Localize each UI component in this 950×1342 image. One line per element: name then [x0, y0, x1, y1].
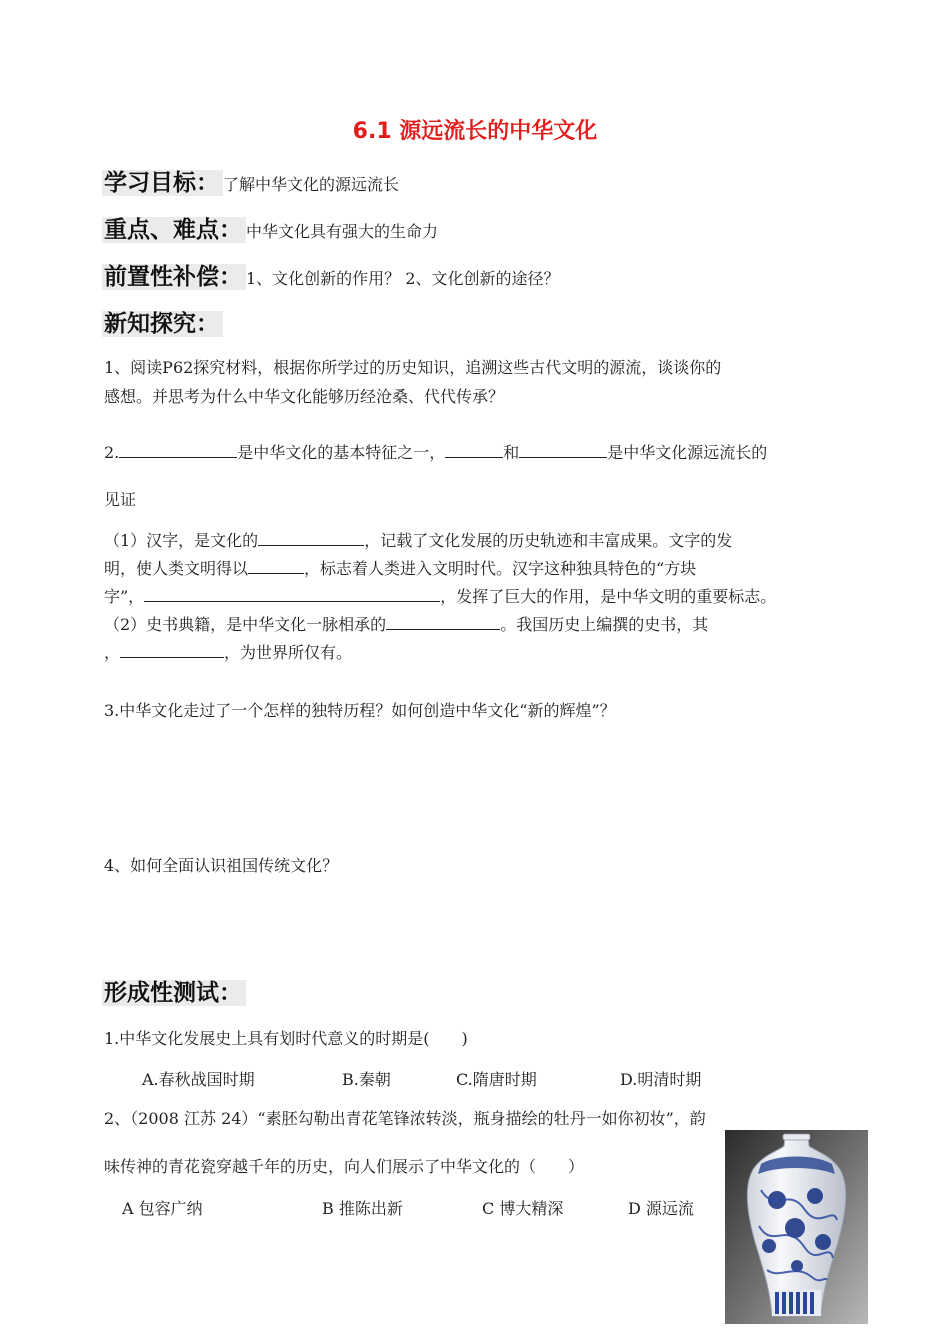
test-q2-option-c[interactable]: C 博大精深	[482, 1199, 564, 1218]
test-q2-option-a[interactable]: A 包容广纳	[122, 1199, 203, 1218]
test-q1-option-d[interactable]: D.明清时期	[620, 1070, 702, 1089]
q2-mid1: 是中华文化的基本特征之一，	[237, 443, 446, 462]
fill-blank[interactable]	[445, 441, 503, 458]
key-points-text: 中华文化具有强大的生命力	[246, 222, 439, 241]
test-q1-option-b[interactable]: B.秦朝	[342, 1070, 391, 1089]
s4-b: 。我国历史上编撰的史书，其	[500, 615, 709, 634]
explore-q1-line1: 1、阅读P62探究材料，根据你所学过的历史知识，追溯这些古代文明的源流，谈谈你的	[104, 358, 722, 377]
q2-mid2: 和	[503, 443, 520, 462]
prelim-text: 1、文化创新的作用？ 2、文化创新的途径？	[246, 269, 560, 288]
explore-label: 新知探究：	[102, 311, 223, 337]
s2-a: 明，使人类文明得以	[104, 559, 249, 578]
explore-s1	[104, 528, 732, 551]
test-q2-option-b[interactable]: B 推陈出新	[322, 1199, 403, 1218]
q2-prefix: 2.	[104, 443, 120, 462]
s4-a: （2）史书典籍，是中华文化一脉相承的	[104, 615, 387, 634]
explore-s2	[104, 556, 696, 579]
fill-blank[interactable]	[248, 557, 304, 574]
porcelain-vase-image	[725, 1130, 868, 1324]
explore-heading-row	[102, 305, 223, 338]
test-q2-line1: 2、（2008 江苏 24）“素胚勾勒出青花笔锋浓转淡，瓶身描绘的牡丹一如你初妆”，韵	[104, 1109, 706, 1128]
s2-b: ，标志着人类进入文明时代。汉字这种独具特色的“方块	[304, 559, 697, 578]
explore-q2-line1	[104, 440, 767, 463]
test-label: 形成性测试：	[102, 980, 246, 1006]
page-title: 6.1 源远流长的中华文化	[352, 119, 598, 144]
test-q2-line2: 味传神的青花瓷穿越千年的历史，向人们展示了中华文化的（ ）	[104, 1157, 585, 1176]
fill-blank[interactable]	[258, 529, 364, 546]
explore-q1-line2: 感想。并思考为什么中华文化能够历经沧桑、代代传承？	[104, 387, 505, 406]
explore-q2-line2: 见证	[104, 490, 137, 509]
explore-s3	[104, 584, 776, 607]
s5-b: ，为世界所仅有。	[224, 643, 353, 662]
q2-suffix: 是中华文化源远流长的	[607, 443, 768, 462]
test-heading-row	[102, 974, 246, 1007]
fill-blank[interactable]	[120, 641, 224, 658]
prelim-label: 前置性补偿：	[102, 264, 246, 290]
key-points-row	[102, 211, 438, 244]
test-q1: 1.中华文化发展史上具有划时代意义的时期是( )	[104, 1029, 468, 1048]
explore-s4	[104, 612, 708, 635]
test-q2-option-d[interactable]: D 源远流	[628, 1199, 694, 1218]
objectives-text: 了解中华文化的源远流长	[223, 175, 400, 194]
test-q1-option-c[interactable]: C.隋唐时期	[456, 1070, 537, 1089]
test-q1-option-a[interactable]: A.春秋战国时期	[142, 1070, 255, 1089]
key-points-label: 重点、难点：	[102, 217, 246, 243]
fill-blank[interactable]	[386, 613, 500, 630]
fill-blank[interactable]	[119, 441, 237, 458]
objectives-label: 学习目标：	[102, 170, 223, 196]
explore-s5	[104, 640, 352, 663]
s5-a: ，	[104, 643, 121, 662]
explore-q3: 3.中华文化走过了一个怎样的独特历程？如何创造中华文化“新的辉煌”？	[104, 701, 616, 720]
objectives-row	[102, 164, 399, 197]
s3-b: ，发挥了巨大的作用，是中华文明的重要标志。	[440, 587, 777, 606]
s3-a: 字”，	[104, 587, 145, 606]
fill-blank[interactable]	[144, 585, 440, 602]
s1-a: （1）汉字，是文化的	[104, 531, 259, 550]
prelim-row	[102, 258, 559, 291]
fill-blank[interactable]	[519, 441, 607, 458]
explore-q4: 4、如何全面认识祖国传统文化？	[104, 856, 339, 875]
s1-b: ，记载了文化发展的历史轨迹和丰富成果。文字的发	[364, 531, 733, 550]
